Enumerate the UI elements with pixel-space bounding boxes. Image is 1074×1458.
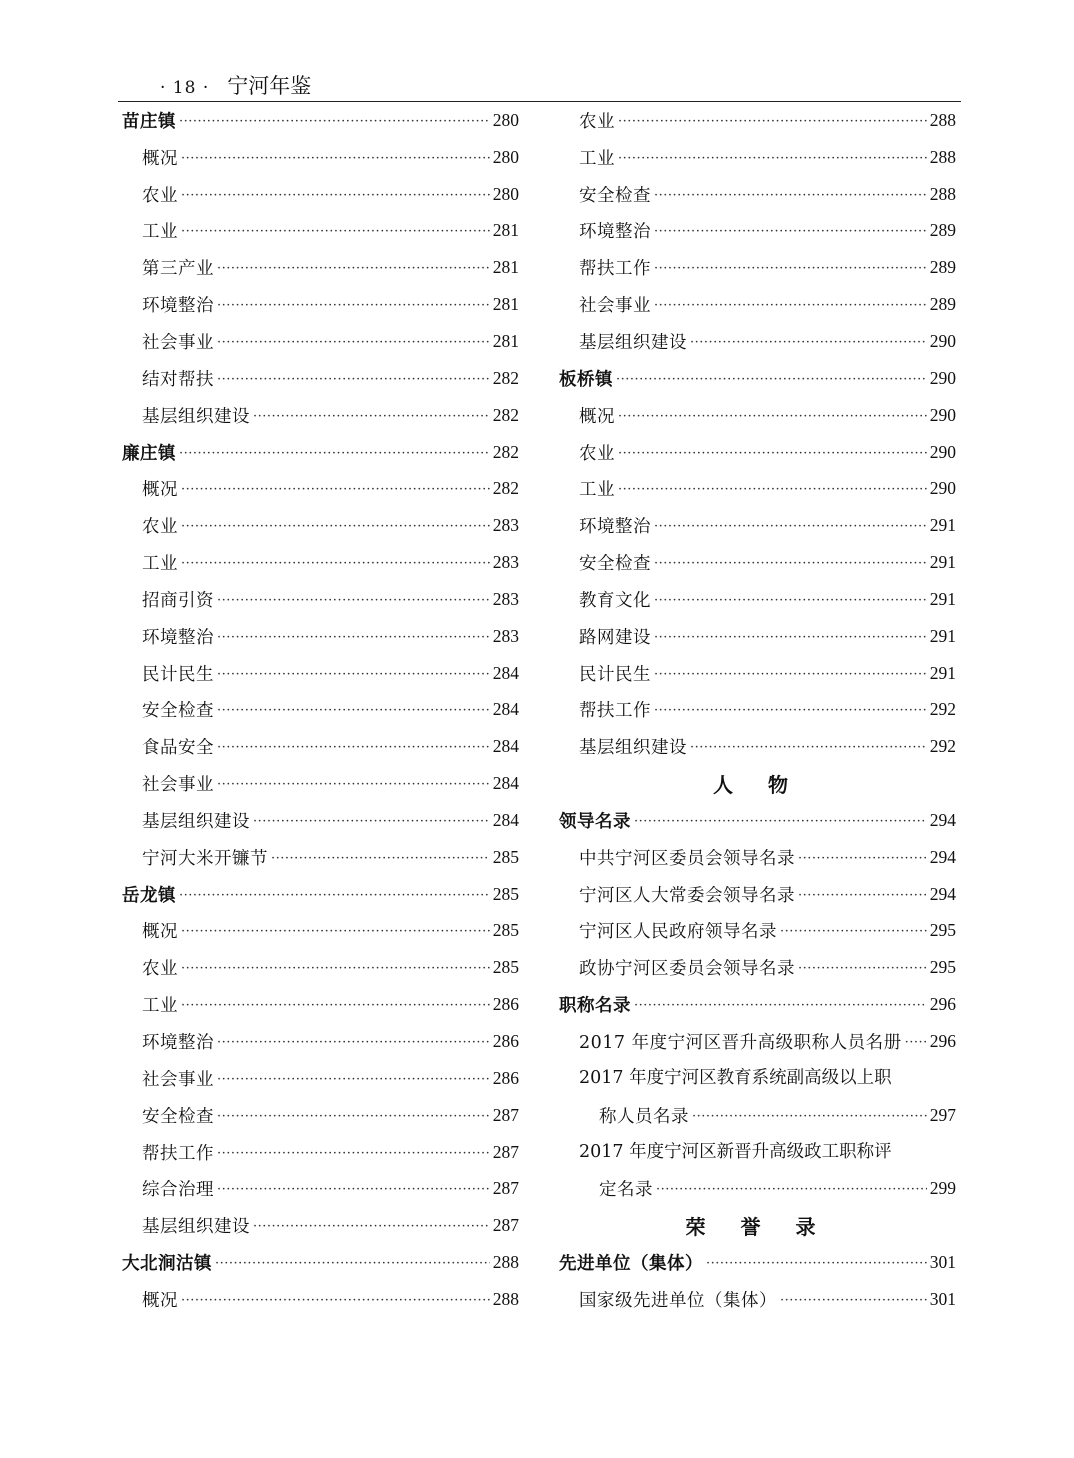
dot-leader (217, 299, 490, 312)
dot-leader (217, 704, 490, 717)
toc-page-number: 296 (929, 1031, 956, 1052)
section-heading: 人 物 (713, 773, 802, 798)
toc-entry-label: 大北涧沽镇 (122, 1254, 212, 1275)
toc-entry[interactable] (122, 802, 519, 839)
dot-leader (181, 962, 490, 975)
toc-entry-label: 国家级先进单位（集体） (579, 1290, 777, 1311)
toc-entry[interactable] (559, 1023, 956, 1060)
toc-page-number: 288 (492, 1252, 519, 1273)
toc-entry[interactable] (559, 692, 956, 729)
toc-page-number: 283 (492, 552, 519, 573)
toc-entry[interactable] (559, 839, 956, 876)
toc-entry-label: 基层组织建设 (142, 811, 250, 832)
toc-page-number: 294 (929, 809, 956, 830)
toc-entry-label: 基层组织建设 (579, 332, 687, 353)
toc-entry[interactable] (122, 728, 519, 765)
toc-page-number: 284 (492, 809, 519, 830)
dot-leader (217, 1073, 490, 1086)
toc-entry-label: 社会事业 (142, 1069, 214, 1090)
toc-entry-label: 宁河区人大常委会领导名录 (579, 885, 795, 906)
dot-leader (656, 1183, 927, 1196)
toc-entry[interactable] (122, 323, 519, 360)
toc-page-number: 284 (492, 736, 519, 757)
dot-leader (654, 631, 927, 644)
toc-page-number: 287 (492, 1141, 519, 1162)
toc-page-number: 297 (929, 1104, 956, 1125)
toc-entry-label: 定名录 (599, 1180, 653, 1201)
dot-leader (798, 889, 927, 902)
toc-entry[interactable] (559, 139, 956, 176)
dot-leader (798, 962, 927, 975)
dot-leader (690, 741, 927, 754)
toc-entry[interactable] (122, 176, 519, 213)
toc-page-number: 291 (929, 588, 956, 609)
toc-page-number: 283 (492, 588, 519, 609)
dot-leader (654, 704, 927, 717)
toc-entry-label: 廉庄镇 (122, 443, 176, 464)
toc-entry-label: 教育文化 (579, 590, 651, 611)
dot-leader (618, 410, 927, 423)
toc-entry[interactable] (559, 249, 956, 286)
toc-page-number: 289 (929, 220, 956, 241)
toc-page-number: 296 (929, 994, 956, 1015)
toc-section-entry[interactable] (122, 434, 519, 471)
toc-entry-label: 职称名录 (559, 996, 631, 1017)
toc-entry-label: 工业 (142, 222, 178, 243)
toc-entry-text: 2017 年度宁河区新晋升高级政工职称评 (579, 1141, 892, 1162)
toc-entry[interactable] (122, 286, 519, 323)
toc-entry[interactable] (122, 949, 519, 986)
toc-entry-label: 2017 年度宁河区晋升高级职称人员名册 (579, 1033, 902, 1054)
toc-page-number: 291 (929, 515, 956, 536)
toc-entry[interactable] (559, 1170, 956, 1207)
toc-right-column (559, 102, 956, 1318)
toc-entry-label: 基层组织建设 (142, 406, 250, 427)
toc-page-number: 284 (492, 662, 519, 683)
toc-section-entry[interactable] (122, 102, 519, 139)
toc-entry-label: 农业 (142, 185, 178, 206)
toc-entry-label: 社会事业 (579, 296, 651, 317)
toc-section-entry[interactable] (559, 986, 956, 1023)
toc-entry-label: 社会事业 (142, 332, 214, 353)
toc-page-number: 288 (492, 1288, 519, 1309)
toc-entry[interactable] (559, 728, 956, 765)
dot-leader (654, 668, 927, 681)
toc-page-number: 287 (492, 1215, 519, 1236)
toc-entry[interactable] (122, 618, 519, 655)
toc-entry[interactable] (559, 544, 956, 581)
toc-page-number: 290 (929, 330, 956, 351)
dot-leader (654, 299, 927, 312)
dot-leader (179, 889, 490, 902)
toc-entry-label: 宁河区人民政府领导名录 (579, 922, 777, 943)
toc-section-entry[interactable] (559, 360, 956, 397)
toc-entry-text: 2017 年度宁河区教育系统副高级以上职 (579, 1067, 892, 1088)
dot-leader (217, 262, 490, 275)
dot-leader (780, 925, 927, 938)
toc-entry-label: 工业 (142, 554, 178, 575)
toc-entry[interactable] (559, 1097, 956, 1134)
toc-entry-label: 社会事业 (142, 775, 214, 796)
dot-leader (217, 1036, 490, 1049)
dot-leader (181, 520, 490, 533)
toc-entry[interactable] (122, 986, 519, 1023)
toc-page-number: 283 (492, 625, 519, 646)
toc-page-number: 287 (492, 1178, 519, 1199)
toc-entry[interactable] (122, 1170, 519, 1207)
toc-page-number: 282 (492, 367, 519, 388)
dot-leader (217, 741, 490, 754)
toc-entry-label: 工业 (579, 148, 615, 169)
toc-entry[interactable] (122, 249, 519, 286)
section-heading: 荣 誉 录 (685, 1215, 830, 1240)
toc-page-number: 282 (492, 404, 519, 425)
toc-entry-label: 苗庄镇 (122, 111, 176, 132)
dot-leader (217, 373, 490, 386)
toc-entry-label: 第三产业 (142, 259, 214, 280)
dot-leader (654, 225, 927, 238)
toc-entry-label: 先进单位（集体） (559, 1254, 703, 1275)
toc-entry[interactable] (122, 655, 519, 692)
dot-leader (634, 815, 927, 828)
toc-entry[interactable] (122, 913, 519, 950)
toc-entry[interactable] (559, 470, 956, 507)
toc-page-number: 289 (929, 257, 956, 278)
dot-leader (618, 447, 927, 460)
toc-entry-label: 安全检查 (142, 1106, 214, 1127)
toc-page-number: 299 (929, 1178, 956, 1199)
dot-leader (618, 115, 927, 128)
toc-entry[interactable] (559, 213, 956, 250)
toc-entry-label: 基层组织建设 (142, 1217, 250, 1238)
toc-entry[interactable] (559, 102, 956, 139)
toc-entry[interactable] (122, 692, 519, 729)
dot-leader (654, 594, 927, 607)
dot-leader (181, 999, 490, 1012)
toc-entry-label: 工业 (579, 480, 615, 501)
toc-entry-label: 安全检查 (579, 554, 651, 575)
dot-leader (654, 520, 927, 533)
toc-page-number: 282 (492, 441, 519, 462)
dot-leader (654, 262, 927, 275)
dot-leader (181, 925, 490, 938)
toc-entry-label: 结对帮扶 (142, 369, 214, 390)
toc-entry[interactable] (122, 581, 519, 618)
toc-entry-label: 安全检查 (142, 701, 214, 722)
toc-entry-label: 农业 (579, 111, 615, 132)
book-title: 宁河年鉴 (227, 74, 312, 98)
toc-page-number: 301 (929, 1252, 956, 1273)
toc-entry[interactable] (122, 1023, 519, 1060)
toc-entry-label: 综合治理 (142, 1180, 214, 1201)
dot-leader (217, 336, 490, 349)
dot-leader (217, 668, 490, 681)
toc-entry-label: 岳龙镇 (122, 885, 176, 906)
dot-leader (905, 1036, 927, 1049)
toc-entry[interactable] (559, 913, 956, 950)
toc-entry[interactable] (122, 1281, 519, 1318)
toc-entry-label: 安全检查 (579, 185, 651, 206)
toc-page-number: 288 (929, 109, 956, 130)
toc-entry[interactable] (559, 507, 956, 544)
toc-entry[interactable] (122, 1097, 519, 1134)
toc-page-number: 294 (929, 883, 956, 904)
toc-page-number: 281 (492, 294, 519, 315)
toc-entry-label: 民计民生 (142, 664, 214, 685)
toc-entry-label: 帮扶工作 (142, 1143, 214, 1164)
toc-section-entry[interactable] (122, 876, 519, 913)
toc-page-number: 294 (929, 846, 956, 867)
toc-page-number: 280 (492, 183, 519, 204)
dot-leader (179, 447, 490, 460)
toc-entry-label: 概况 (142, 922, 178, 943)
toc-entry-label: 农业 (579, 443, 615, 464)
toc-entry[interactable] (559, 655, 956, 692)
toc-entry[interactable] (559, 286, 956, 323)
dot-leader (253, 410, 490, 423)
dot-leader (217, 631, 490, 644)
toc-entry[interactable] (122, 360, 519, 397)
toc-entry-label: 环境整治 (142, 296, 214, 317)
toc-entry-label: 领导名录 (559, 811, 631, 832)
toc-page-number: 295 (929, 920, 956, 941)
toc-page-number: 292 (929, 736, 956, 757)
toc-entry[interactable] (122, 470, 519, 507)
toc-entry[interactable] (559, 176, 956, 213)
toc-page-number: 291 (929, 552, 956, 573)
toc-entry[interactable] (122, 765, 519, 802)
toc-page-number: 280 (492, 109, 519, 130)
dot-leader (780, 1294, 927, 1307)
toc-page-number: 301 (929, 1288, 956, 1309)
dot-leader (217, 594, 490, 607)
dot-leader (271, 852, 490, 865)
dot-leader (654, 557, 927, 570)
toc-page-number: 285 (492, 957, 519, 978)
dot-leader (618, 483, 927, 496)
dot-leader (179, 115, 490, 128)
dot-leader (217, 1147, 490, 1160)
toc-page-number: 291 (929, 625, 956, 646)
toc-entry-label: 农业 (142, 517, 178, 538)
toc-page-number: 285 (492, 883, 519, 904)
dot-leader (181, 1294, 490, 1307)
dot-leader (181, 152, 490, 165)
toc-page-number: 295 (929, 957, 956, 978)
toc-entry-label: 食品安全 (142, 738, 214, 759)
toc-entry-label: 路网建设 (579, 627, 651, 648)
toc-entry-label: 概况 (142, 480, 178, 501)
toc-entry-label: 概况 (142, 1290, 178, 1311)
toc-entry-label: 帮扶工作 (579, 259, 651, 280)
toc-entry-label: 工业 (142, 996, 178, 1017)
toc-entry[interactable] (559, 618, 956, 655)
dot-leader (181, 557, 490, 570)
toc-entry-label: 农业 (142, 959, 178, 980)
toc-entry[interactable] (122, 1207, 519, 1244)
toc-page-number: 290 (929, 367, 956, 388)
dot-leader (253, 1220, 490, 1233)
toc-page-number: 281 (492, 257, 519, 278)
dot-leader (217, 778, 490, 791)
toc-page-number: 290 (929, 441, 956, 462)
dot-leader (690, 336, 927, 349)
toc-page-number: 282 (492, 478, 519, 499)
toc-page-number: 290 (929, 404, 956, 425)
toc-entry-label: 宁河大米开镰节 (142, 848, 268, 869)
toc-left-column (122, 102, 519, 1318)
dot-leader (181, 225, 490, 238)
toc-entry-label: 板桥镇 (559, 369, 613, 390)
dot-leader (217, 1183, 490, 1196)
toc-entry[interactable] (122, 139, 519, 176)
toc-entry-label: 环境整治 (142, 1033, 214, 1054)
toc-page-number: 284 (492, 773, 519, 794)
toc-entry-label: 帮扶工作 (579, 701, 651, 722)
dot-leader (654, 189, 927, 202)
toc-entry[interactable] (122, 544, 519, 581)
toc-entry[interactable] (122, 397, 519, 434)
toc-entry-label: 概况 (142, 148, 178, 169)
dot-leader (692, 1110, 927, 1123)
toc-entry-label: 环境整治 (142, 627, 214, 648)
dot-leader (181, 189, 490, 202)
toc-page-number: 283 (492, 515, 519, 536)
toc-entry[interactable] (122, 1134, 519, 1171)
dot-leader (616, 373, 927, 386)
toc-page-number: 286 (492, 1031, 519, 1052)
toc-entry-label: 中共宁河区委员会领导名录 (579, 848, 795, 869)
toc-entry[interactable] (122, 839, 519, 876)
toc-section-entry[interactable] (122, 1244, 519, 1281)
toc-entry[interactable] (559, 949, 956, 986)
toc-page-number: 285 (492, 846, 519, 867)
toc-entry[interactable] (559, 581, 956, 618)
dot-leader (798, 852, 927, 865)
toc-entry-label: 环境整治 (579, 517, 651, 538)
page-number: · 18 · (160, 78, 210, 98)
toc-page-number: 280 (492, 146, 519, 167)
toc-entry-label: 政协宁河区委员会领导名录 (579, 959, 795, 980)
toc-entry[interactable] (559, 397, 956, 434)
toc-page-number: 281 (492, 330, 519, 351)
toc-page-number: 288 (929, 146, 956, 167)
dot-leader (181, 483, 490, 496)
toc-entry-label: 称人员名录 (599, 1106, 689, 1127)
toc-entry-label: 基层组织建设 (579, 738, 687, 759)
toc-entry[interactable] (559, 1281, 956, 1318)
toc-entry[interactable] (559, 323, 956, 360)
dot-leader (618, 152, 927, 165)
toc-page-number: 291 (929, 662, 956, 683)
toc-entry[interactable] (559, 434, 956, 471)
toc-entry-label: 概况 (579, 406, 615, 427)
toc-page-number: 286 (492, 1067, 519, 1088)
toc-entry[interactable] (122, 213, 519, 250)
dot-leader (634, 999, 927, 1012)
toc-page-number: 281 (492, 220, 519, 241)
toc-page-number: 284 (492, 699, 519, 720)
toc-page-number: 285 (492, 920, 519, 941)
toc-entry-label: 招商引资 (142, 590, 214, 611)
toc-entry[interactable] (559, 876, 956, 913)
dot-leader (215, 1257, 490, 1270)
toc-page-number: 292 (929, 699, 956, 720)
toc-entry-label: 环境整治 (579, 222, 651, 243)
toc-entry-label: 民计民生 (579, 664, 651, 685)
dot-leader (217, 1110, 490, 1123)
dot-leader (253, 815, 490, 828)
toc-page-number: 289 (929, 294, 956, 315)
toc-page-number: 286 (492, 994, 519, 1015)
dot-leader (706, 1257, 927, 1270)
toc-page-number: 290 (929, 478, 956, 499)
toc-section-entry[interactable] (559, 1244, 956, 1281)
toc-entry[interactable] (122, 1060, 519, 1097)
running-header (160, 70, 311, 100)
toc-page-number: 287 (492, 1104, 519, 1125)
toc-page-number: 288 (929, 183, 956, 204)
toc-section-entry[interactable] (559, 802, 956, 839)
toc-entry[interactable] (122, 507, 519, 544)
